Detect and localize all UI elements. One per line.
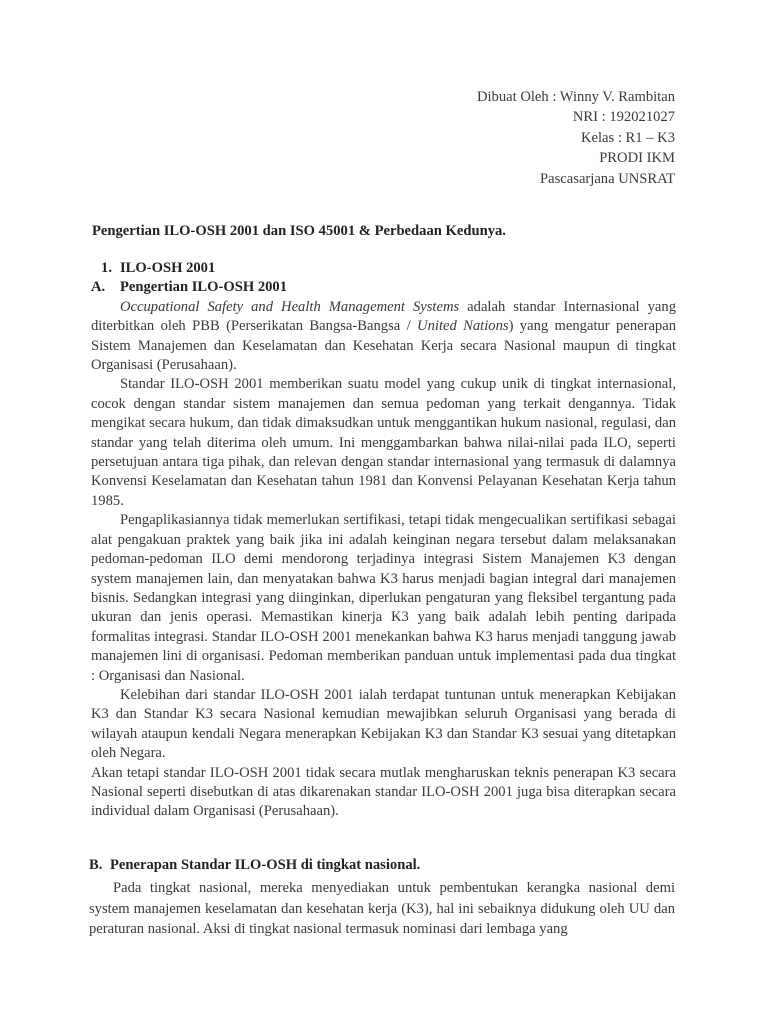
subsection-letter: B. (89, 857, 103, 873)
paragraph: Kelebihan dari standar ILO-OSH 2001 ialah terdapat tuntunan untuk menerapkan Kebijakan K3 dan Standar K3 secara Nasional kemudian mewajibkan seluruh Organisasi yang berada di wilayah ataupun kendali Negara menerapkan Kebijakan K3 dan Standar K3 sesuai yang ditetapkan oleh Negara. (91, 686, 676, 762)
section-ilo-osh (91, 259, 676, 822)
section-title: ILO-OSH 2001 (120, 260, 216, 276)
italic-term: United Nations (417, 318, 509, 335)
paragraph: Akan tetapi standar ILO-OSH 2001 tidak secara mutlak mengharuskan teknis penerapan K3 secara Nasional seperti disebutkan di atas dikarenakan standar ILO-OSH 2001 juga bisa diterapkan secara individual dalam Organisasi (Perusahaan). (91, 764, 676, 820)
paragraph (91, 298, 676, 376)
section-number: 1. (101, 260, 112, 276)
subsection-heading-a (91, 278, 676, 297)
student-id-line: NRI : 192021027 (572, 109, 675, 126)
program-line: PRODI IKM (599, 150, 675, 167)
paragraph-text: ) yang mengatur penerapan Sistem Manajemen dan Keselamatan dan Kesehatan Kerja secara Nasional maupun di tingkat Organisasi (Perusahaan). (91, 318, 676, 374)
paragraph: Pada tingkat nasional, mereka menyediakan untuk pembentukan kerangka nasional demi system manajemen keselamatan dan kesehatan kerja (K3), hal ini sebaiknya didukung oleh UU dan peraturan nasional. Aksi di tingkat nasional termasuk nominasi dari lembaga yang (89, 880, 675, 938)
author-block (477, 87, 675, 189)
paragraph: Pengaplikasiannya tidak memerlukan sertifikasi, tetapi tidak mengecualikan sertifikasi sebagai alat pengakuan praktek yang baik jika ini adalah keinginan negara tersebut dalam melaksanakan pedoman-pedoman ILO demi mendorong terjadinya integrasi Sistem Manajemen K3 dengan system manajemen lain, dan menyatakan bahwa K3 harus menjadi bagian integral dari manajemen bisnis. Sedangkan integrasi yang diinginkan, diperlukan pengaturan yang fleksibel tergantung pada ukuran dan jenis operasi. Memastikan kinerja K3 yang baik adalah lebih penting daripada formalitas integrasi. Standar ILO-OSH 2001 menekankan bahwa K3 harus menjadi tanggung jawab manajemen lini di organisasi. Pedoman memberikan panduan untuk implementasi pada dua tingkat : Organisasi dan Nasional. (91, 512, 676, 684)
author-line: Dibuat Oleh : Winny V. Rambitan (476, 89, 675, 105)
institution-line: Pascasarjana UNSRAT (540, 170, 675, 187)
subsection-letter: A. (91, 279, 106, 296)
subsection-title: Pengertian ILO-OSH 2001 (120, 279, 288, 296)
paragraph: Standar ILO-OSH 2001 memberikan suatu model yang cukup unik di tingkat internasional, cocok dengan standar sistem manajemen dan semua pedoman yang terkait dengannya. Tidak mengikat secara hukum, dan tidak dimaksudkan untuk menggantikan hukum nasional, regulasi, dan standar yang telah diterima oleh umum. Ini menggambarkan bahwa nilai-nilai pada ILO, seperti persetujuan antara tiga pihak, dan relevan dengan standar internasional yang termasuk di dalamnya Konvensi Keselamatan dan Kesehatan tahun 1981 dan Konvensi Pelayanan Kesehatan Kerja tahun 1985. (91, 376, 676, 509)
class-line: Kelas : R1 – K3 (580, 129, 675, 146)
section-b (89, 856, 675, 940)
paragraph-text: adalah standar Internasional yang diterbitkan oleh PBB (Perserikatan Bangsa-Bangsa / (91, 298, 676, 335)
document-title: Pengertian ILO-OSH 2001 dan ISO 45001 & Perbedaan Kedunya. (92, 223, 506, 239)
subsection-title: Penerapan Standar ILO-OSH di tingkat nasional. (110, 857, 421, 873)
subsection-heading-b (89, 856, 675, 875)
section-heading (91, 259, 676, 278)
italic-term: Occupational Safety and Health Management Systems (120, 298, 460, 315)
